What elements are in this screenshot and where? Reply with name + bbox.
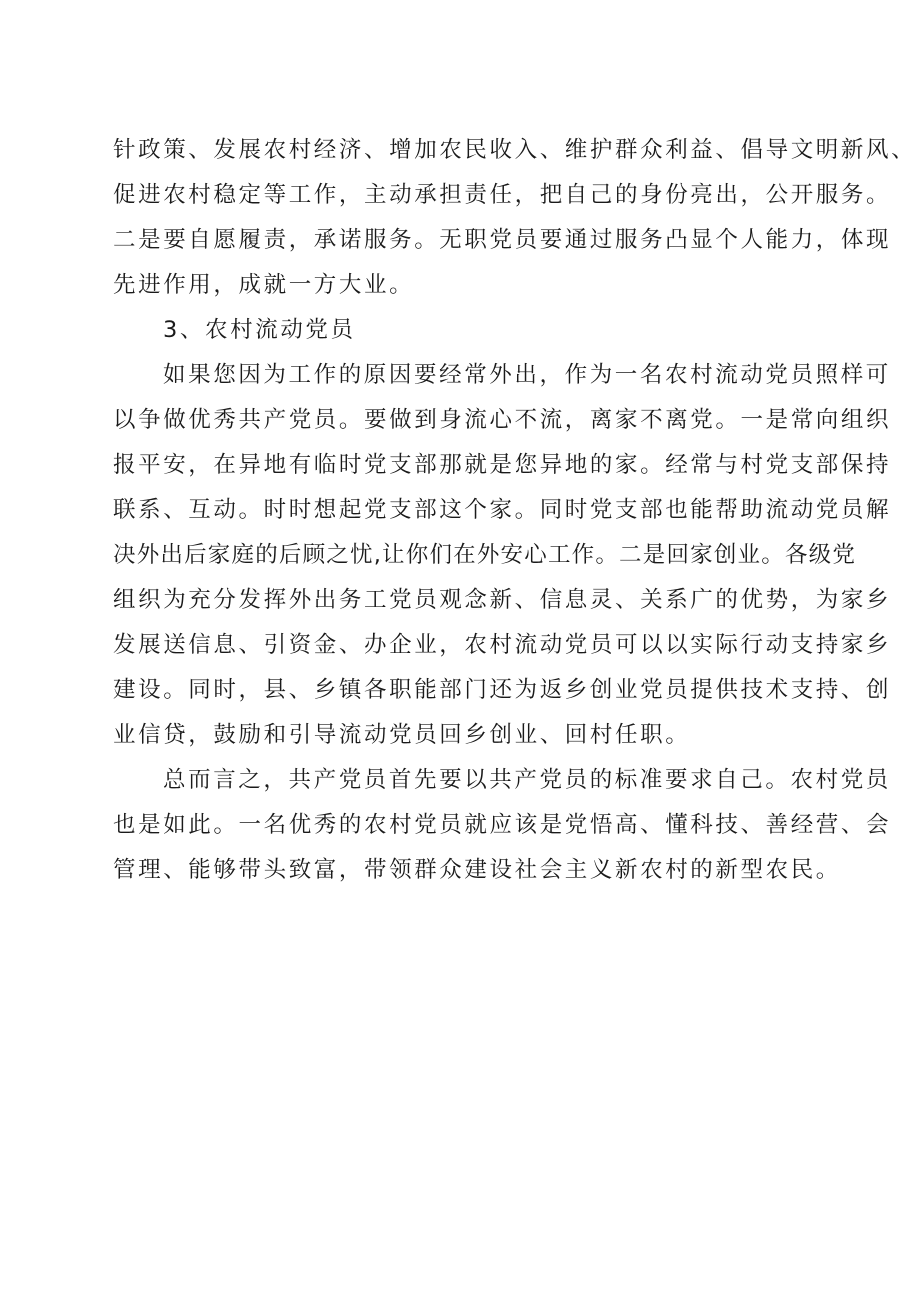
document-body — [113, 128, 917, 893]
paragraph-line: 也是如此。一名优秀的农村党员就应该是党悟高、懂科技、善经营、会 — [113, 812, 892, 838]
paragraph-line: 报平安，在异地有临时党支部那就是您异地的家。经常与村党支部保持 — [113, 452, 892, 478]
section-heading: 3、农村流动党员 — [163, 317, 356, 343]
flowing-party-member-paragraph — [113, 353, 892, 758]
paragraph-line: 总而言之，共产党员首先要以共产党员的标准要求自己。农村党员 — [163, 767, 891, 793]
paragraph-line: 业信贷，鼓励和引导流动党员回乡创业、回村任职。 — [113, 722, 691, 748]
summary-paragraph — [113, 758, 892, 893]
paragraph-line: 二是要自愿履责，承诺服务。无职党员要通过服务凸显个人能力，体现 — [113, 227, 892, 253]
paragraph-line: 组织为充分发挥外出务工党员观念新、信息灵、关系广的优势，为家乡 — [113, 587, 892, 613]
paragraph-line: 发展送信息、引资金、办企业，农村流动党员可以以实际行动支持家乡 — [113, 632, 892, 658]
paragraph-line: 以争做优秀共产党员。要做到身流心不流，离家不离党。一是常向组织 — [113, 407, 892, 433]
paragraph-line: 如果您因为工作的原因要经常外出，作为一名农村流动党员照样可 — [163, 362, 891, 388]
paragraph-line: 先进作用，成就一方大业。 — [113, 272, 415, 298]
paragraph-line: 促进农村稳定等工作，主动承担责任，把自己的身份亮出，公开服务。 — [113, 182, 892, 208]
continuation-paragraph — [113, 128, 917, 308]
paragraph-line: 针政策、发展农村经济、增加农民收入、维护群众利益、倡导文明新风、 — [113, 137, 917, 163]
paragraph-line: 建设。同时，县、乡镇各职能部门还为返乡创业党员提供技术支持、创 — [113, 677, 892, 703]
paragraph-line: 联系、互动。时时想起党支部这个家。同时党支部也能帮助流动党员解 — [113, 497, 892, 523]
paragraph-line: 决外出后家庭的后顾之忧,让你们在外安心工作。二是回家创业。各级党 — [113, 542, 857, 568]
paragraph-line: 管理、能够带头致富，带领群众建设社会主义新农村的新型农民。 — [113, 857, 841, 883]
